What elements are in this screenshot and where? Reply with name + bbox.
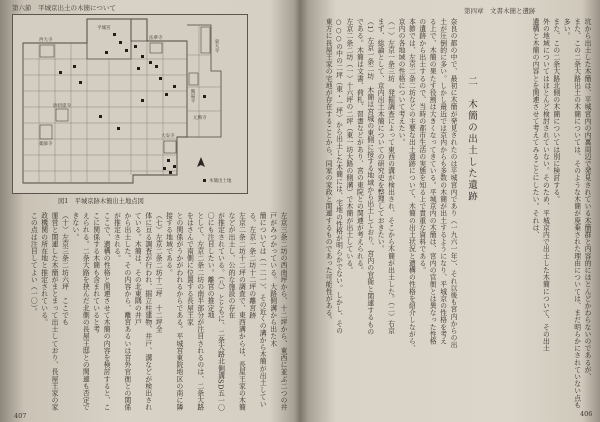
map-legend-label: 木簡出土地 [209, 179, 232, 184]
map-label-heijokyu: 平城宮 [97, 26, 111, 31]
text-column: 左京三条二坊の西南坪から、十二坪から、東西に並ぶ二つの井戸がみつかっている。大路側溝から出た木 [268, 212, 287, 411]
text-column: （一）左京一条三坊 発掘調査によって東西の溝が検出され、そこから木簡が出土した。（二）右京 [386, 18, 395, 335]
figure-caption: 図1 平城京跡木簡出土地点図 [58, 198, 144, 205]
text-column: 簡については（一二一）、その近くの溝から木簡が出土している。左京一条二坊十二坪の離宮跡 [247, 212, 267, 408]
map-label-todaiji: 東大寺 [214, 39, 219, 53]
left-body-text [10, 212, 288, 412]
right-running-head: 第四章 文書木簡と遺跡 [464, 7, 536, 15]
right-body-text-lower [308, 18, 458, 414]
text-column: として、左京二条二坊の南半部分が注目されるのは、二条大路をはさんで南側に位置する長屋王家 [185, 212, 204, 411]
text-column: 遺構と木簡の内容とを関連させて考えてみることにしたい。それは、 [530, 18, 539, 239]
map-label-hokkeji: 法華寺 [149, 36, 163, 41]
text-column: 京内の各地域の性格について考えたい。 [396, 18, 405, 146]
text-column: から出土した。その内容から、離宮あるいは宮外官衙との関係が推定される。 [112, 212, 131, 411]
text-column: 本節では、左京二条二坊などの主要な出土遺跡について、木簡の出土状況と遺構の性格を紹介しながら、 [407, 18, 416, 352]
text-column: との関係がうかがわれるからである。平城宮東院地区の南に隣接する地域である。 [164, 212, 183, 411]
text-column: 東方に長屋王家の宅地が存在することから、同家の家政と関連するものであった可能性がある。 [324, 18, 333, 324]
text-column: の遺跡から出土するので、当時の都市生活の実態を知る上で貴重な資料である。 [417, 18, 426, 274]
text-column: 運営と関連した木簡がまとまって出土しており、長屋王家の家政機関の所在地と推定されている。 [39, 212, 59, 411]
text-column: 体に亘る調査が行われ、掘立柱建物、井戸、溝などが検出されている。木簡は、その北東隅の井戸 [133, 212, 152, 411]
text-column: 土が圧倒的に多い。しかし最近では京内からも多数の木簡が出土するようになり、平城京の性格を考え [438, 18, 447, 345]
text-column: である。木簡は文書、荷札、習書などがあり、宮の東院との関連が考えられる。 [355, 18, 364, 274]
text-column: （十）左京三条二坊六坪 ここでも [60, 212, 69, 326]
section-heading: 二 木簡の出土した遺跡 [466, 76, 477, 203]
map-label-gangoji: 元興寺 [193, 116, 207, 121]
text-column: ○○○の中の二坪（東・一坪）から出土した木簡には、宅地の性格が明らかでない。しかし、その [334, 18, 343, 334]
text-column: （七）左京二条二坊十二坪 十二坪全 [154, 212, 163, 333]
map-label-saidaiji: 西大寺 [39, 38, 53, 43]
text-column: （1）左京一条二坊 木簡は宮城の東側に接する地域から出土しており、宮内の官衙と関連するもの [365, 18, 374, 336]
excavation-map [12, 14, 248, 194]
text-column: が推定されている。（八）とともに、二条大路北側溝SD五一〇〇にも注目したい。離宮の推定地 [206, 212, 225, 412]
map-label-daianji: 大安寺 [161, 134, 175, 139]
map-label-yakushiji: 薬師寺 [39, 142, 53, 147]
map-label-toshodaiji: 唐招提寺 [53, 104, 71, 109]
text-column: 左京二条二坊十二坪の調査で、東西溝からは、長屋王家の木簡などが出土し、公的な施設の存在 [226, 212, 246, 411]
text-column: 外の地域についてはほとんど検討されていない。そのため、平城京内で出土した木簡について、その出土 [541, 18, 550, 352]
map-label-kofukuji: 興福寺 [190, 89, 195, 103]
text-column: 奈良の都の中で、最初に木簡が発見されたのは平城宮内であり（一九六一年）、それ以後も宮内からの出 [449, 18, 457, 349]
text-column: 左京二条二坊（一）十六坪の二坪（東一坊大路の側溝）で木簡が出土している。 [344, 18, 353, 274]
text-column: 坑から出土した木簡は、平城宮内の内裏周辺で発見されている木簡群と内容的にほとんどかわらないのであるが、 [583, 18, 591, 381]
left-page [0, 0, 296, 422]
text-column: この点は注目してよい（一〇）。 [29, 212, 38, 316]
text-column: まず、総論として、京内出土木簡についての研究史を整理しておきたい。 [376, 18, 385, 253]
right-folio: 406 [580, 410, 593, 418]
text-column: る上で、木簡の果たす役割は大きくなってきている。平城京内の木簡は、宮内の官衙とは異なった性格 [428, 18, 437, 345]
text-column: また、この二条大路出土の木簡については、そのような木簡が廃棄された理由については、まだ明らかにされていない点も多い。 [562, 18, 581, 409]
text-column: えられる。二条大路を挟んだ北側の長屋王邸との関連も否定できない。 [70, 212, 90, 411]
right-page [304, 0, 600, 422]
text-column: また、この二条大路北側の木簡については別に検討する。 [551, 18, 560, 203]
text-column: ここで、遺構の性格と関連させて木簡の内容を検討すると、ここに関係する木簡も含まれていると考 [91, 212, 111, 411]
left-folio: 407 [14, 412, 27, 420]
left-running-head: 第六節 平城京出土の木簡について [12, 4, 116, 12]
